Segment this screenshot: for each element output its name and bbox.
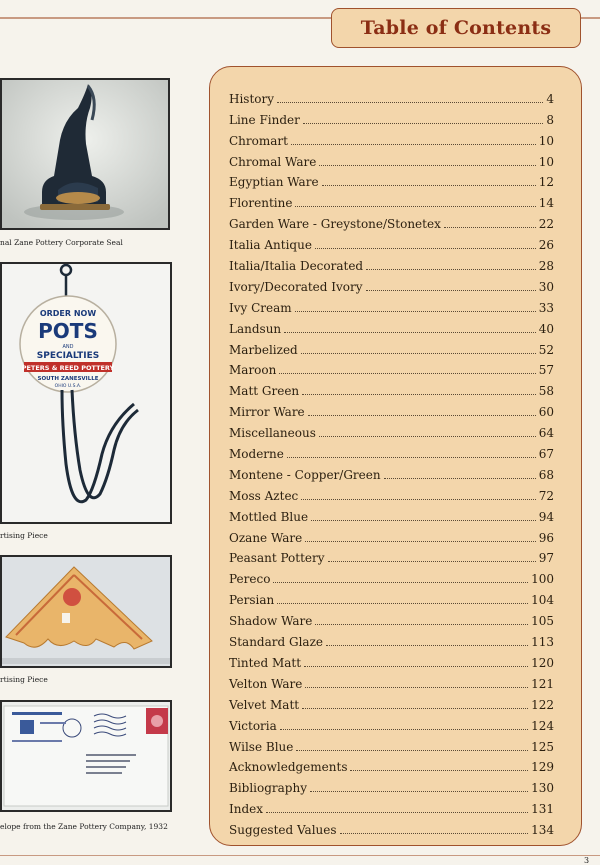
- toc-entry[interactable]: [229, 294, 554, 315]
- photo-advertising-hanger: [0, 262, 172, 524]
- toc-entry-page: 94: [538, 509, 554, 524]
- toc-entry-page: 60: [538, 405, 554, 420]
- toc-entry-title: History: [229, 91, 275, 106]
- toc-leader-dots: [322, 184, 536, 186]
- toc-entry-title: Ozane Ware: [229, 530, 303, 545]
- bottom-rule: [0, 855, 600, 856]
- toc-leader-dots: [295, 205, 535, 207]
- toc-entry[interactable]: [229, 189, 554, 210]
- toc-leader-dots: [328, 560, 536, 562]
- toc-entry-title: Florentine: [229, 196, 293, 211]
- toc-entry[interactable]: [229, 691, 554, 712]
- toc-entry-page: 22: [538, 217, 554, 232]
- toc-leader-dots: [302, 707, 528, 709]
- toc-entry-title: Acknowledgements: [229, 760, 348, 775]
- toc-entry-title: Wilse Blue: [229, 739, 294, 754]
- toc-entry-title: Persian: [229, 593, 275, 608]
- button-text-5: PETERS & REED POTTERY: [21, 364, 115, 372]
- toc-entry-page: 10: [538, 154, 554, 169]
- toc-leader-dots: [315, 247, 536, 249]
- hanger-illustration: [2, 264, 170, 522]
- toc-entry-title: Chromal Ware: [229, 154, 317, 169]
- toc-entry-page: 30: [538, 279, 554, 294]
- toc-entry[interactable]: [229, 586, 554, 607]
- toc-entry-title: Index: [229, 802, 264, 817]
- toc-entry[interactable]: [229, 733, 554, 754]
- toc-entry[interactable]: [229, 754, 554, 775]
- toc-entry[interactable]: [229, 774, 554, 795]
- photo-corporate-seal: [0, 78, 170, 230]
- toc-entry[interactable]: [229, 816, 554, 837]
- toc-entry[interactable]: [229, 419, 554, 440]
- toc-leader-dots: [301, 498, 535, 500]
- toc-entry[interactable]: [229, 252, 554, 273]
- button-text-3: AND: [62, 344, 74, 350]
- toc-entry-page: 12: [538, 175, 554, 190]
- toc-leader-dots: [315, 623, 528, 625]
- toc-entry-title: Mirror Ware: [229, 405, 305, 420]
- toc-leader-dots: [310, 790, 528, 792]
- photo-advertising-triangle: [0, 555, 172, 668]
- toc-entry-page: 131: [531, 802, 554, 817]
- toc-entry-page: 130: [531, 781, 554, 796]
- toc-entry-page: 122: [531, 697, 554, 712]
- button-text-6: SOUTH ZANESVILLE: [37, 376, 99, 382]
- toc-entry[interactable]: [229, 440, 554, 461]
- toc-leader-dots: [303, 122, 543, 124]
- toc-leader-dots: [319, 435, 536, 437]
- caption-triangle: rtising Piece: [0, 675, 48, 684]
- toc-entry[interactable]: [229, 210, 554, 231]
- toc-entry-title: Maroon: [229, 363, 277, 378]
- toc-entry-page: 105: [531, 614, 554, 629]
- toc-entry[interactable]: [229, 670, 554, 691]
- toc-leader-dots: [444, 226, 536, 228]
- toc-leader-dots: [311, 519, 536, 521]
- toc-leader-dots: [326, 644, 528, 646]
- toc-entry-title: Ivy Cream: [229, 300, 292, 315]
- toc-entry-page: 124: [531, 718, 554, 733]
- button-text-7: OHIO U.S.A.: [54, 384, 82, 389]
- toc-entry-page: 125: [531, 739, 554, 754]
- toc-entry-page: 10: [538, 133, 554, 148]
- toc-entry-page: 113: [531, 635, 554, 650]
- toc-entry-title: Velton Ware: [229, 676, 303, 691]
- toc-entry-title: Moderne: [229, 447, 284, 462]
- toc-entry[interactable]: [229, 336, 554, 357]
- toc-entry[interactable]: [229, 607, 554, 628]
- toc-leader-dots: [302, 393, 536, 395]
- toc-entry[interactable]: [229, 169, 554, 190]
- toc-entry-page: 67: [538, 447, 554, 462]
- toc-entry[interactable]: [229, 712, 554, 733]
- toc-entry[interactable]: [229, 482, 554, 503]
- toc-leader-dots: [277, 101, 543, 103]
- toc-leader-dots: [308, 414, 536, 416]
- toc-entry-page: 8: [546, 112, 554, 127]
- toc-entry[interactable]: [229, 545, 554, 566]
- toc-entry-page: 72: [538, 488, 554, 503]
- toc-leader-dots: [291, 143, 536, 145]
- title-box: [331, 8, 581, 48]
- page-number: 3: [584, 856, 590, 865]
- toc-entry-title: Velvet Matt: [229, 697, 300, 712]
- toc-entry-title: Montene - Copper/Green: [229, 467, 381, 482]
- toc-list: [229, 85, 554, 837]
- toc-entry-page: 57: [538, 363, 554, 378]
- toc-leader-dots: [305, 686, 528, 688]
- toc-entry-page: 134: [531, 823, 554, 838]
- toc-entry-page: 120: [531, 655, 554, 670]
- button-text-1: ORDER NOW: [39, 309, 97, 318]
- toc-entry-page: 104: [531, 593, 554, 608]
- toc-entry-title: Suggested Values: [229, 823, 337, 838]
- caption-envelope: elope from the Zane Pottery Company, 1932: [0, 822, 168, 831]
- toc-entry-page: 68: [538, 467, 554, 482]
- toc-entry-title: Shadow Ware: [229, 614, 313, 629]
- toc-entry-title: Line Finder: [229, 112, 300, 127]
- toc-entry[interactable]: [229, 106, 554, 127]
- toc-leader-dots: [279, 372, 535, 374]
- toc-entry[interactable]: [229, 357, 554, 378]
- toc-entry[interactable]: [229, 377, 554, 398]
- toc-entry-title: Landsun: [229, 321, 282, 336]
- toc-entry-title: Standard Glaze: [229, 635, 323, 650]
- toc-entry-title: Italia/Italia Decorated: [229, 259, 364, 274]
- toc-entry-title: Tinted Matt: [229, 655, 302, 670]
- caption-seal: nal Zane Pottery Corporate Seal: [0, 238, 123, 247]
- toc-leader-dots: [277, 602, 528, 604]
- toc-entry-title: Ivory/Decorated Ivory: [229, 279, 363, 294]
- toc-leader-dots: [366, 268, 536, 270]
- toc-entry[interactable]: [229, 461, 554, 482]
- button-text-4: SPECIALTIES: [36, 351, 100, 361]
- page-title: Table of Contents: [360, 17, 552, 39]
- toc-entry-page: 100: [531, 572, 554, 587]
- toc-leader-dots: [319, 164, 535, 166]
- toc-entry-title: Egyptian Ware: [229, 175, 319, 190]
- toc-leader-dots: [384, 477, 536, 479]
- toc-entry[interactable]: [229, 503, 554, 524]
- toc-leader-dots: [284, 331, 536, 333]
- toc-entry-title: Garden Ware - Greystone/Stonetex: [229, 217, 441, 232]
- toc-entry-page: 58: [538, 384, 554, 399]
- toc-entry[interactable]: [229, 315, 554, 336]
- toc-entry-page: 28: [538, 259, 554, 274]
- toc-entry[interactable]: [229, 231, 554, 252]
- toc-entry-page: 121: [531, 676, 554, 691]
- toc-entry[interactable]: [229, 127, 554, 148]
- toc-leader-dots: [366, 289, 536, 291]
- toc-entry-page: 97: [538, 551, 554, 566]
- toc-entry[interactable]: [229, 795, 554, 816]
- toc-entry[interactable]: [229, 524, 554, 545]
- toc-entry[interactable]: [229, 628, 554, 649]
- toc-entry[interactable]: [229, 649, 554, 670]
- toc-entry-page: 96: [538, 530, 554, 545]
- toc-entry-page: 129: [531, 760, 554, 775]
- photo-envelope: [0, 700, 172, 812]
- toc-entry-title: Peasant Pottery: [229, 551, 325, 566]
- toc-entry-title: Miscellaneous: [229, 426, 316, 441]
- toc-leader-dots: [350, 769, 528, 771]
- toc-entry[interactable]: [229, 565, 554, 586]
- seal-illustration: [2, 80, 168, 228]
- toc-entry-title: Matt Green: [229, 384, 300, 399]
- toc-entry-title: Italia Antique: [229, 238, 312, 253]
- toc-leader-dots: [296, 749, 528, 751]
- toc-entry-page: 26: [538, 238, 554, 253]
- toc-entry-page: 40: [538, 321, 554, 336]
- toc-entry-title: Bibliography: [229, 781, 307, 796]
- toc-entry-page: 14: [538, 196, 554, 211]
- toc-leader-dots: [301, 352, 536, 354]
- toc-leader-dots: [266, 811, 528, 813]
- toc-leader-dots: [340, 832, 529, 834]
- toc-entry[interactable]: [229, 273, 554, 294]
- toc-entry-title: Mottled Blue: [229, 509, 309, 524]
- toc-entry-page: 4: [546, 91, 554, 106]
- toc-entry[interactable]: [229, 148, 554, 169]
- caption-hanger: rtising Piece: [0, 531, 48, 540]
- toc-leader-dots: [304, 665, 528, 667]
- toc-entry-page: 64: [538, 426, 554, 441]
- toc-entry-page: 33: [538, 300, 554, 315]
- toc-leader-dots: [273, 581, 528, 583]
- toc-leader-dots: [305, 540, 535, 542]
- toc-entry-title: Chromart: [229, 133, 288, 148]
- toc-entry-title: Marbelized: [229, 342, 298, 357]
- toc-entry-title: Victoria: [229, 718, 277, 733]
- toc-leader-dots: [295, 310, 536, 312]
- envelope-illustration: [2, 702, 170, 810]
- button-text-2: POTS: [38, 319, 98, 343]
- toc-entry[interactable]: [229, 85, 554, 106]
- toc-entry-page: 52: [538, 342, 554, 357]
- toc-leader-dots: [280, 728, 528, 730]
- toc-leader-dots: [287, 456, 536, 458]
- toc-entry[interactable]: [229, 398, 554, 419]
- toc-entry-title: Moss Aztec: [229, 488, 299, 503]
- toc-entry-title: Pereco: [229, 572, 271, 587]
- triangle-illustration: [2, 557, 170, 666]
